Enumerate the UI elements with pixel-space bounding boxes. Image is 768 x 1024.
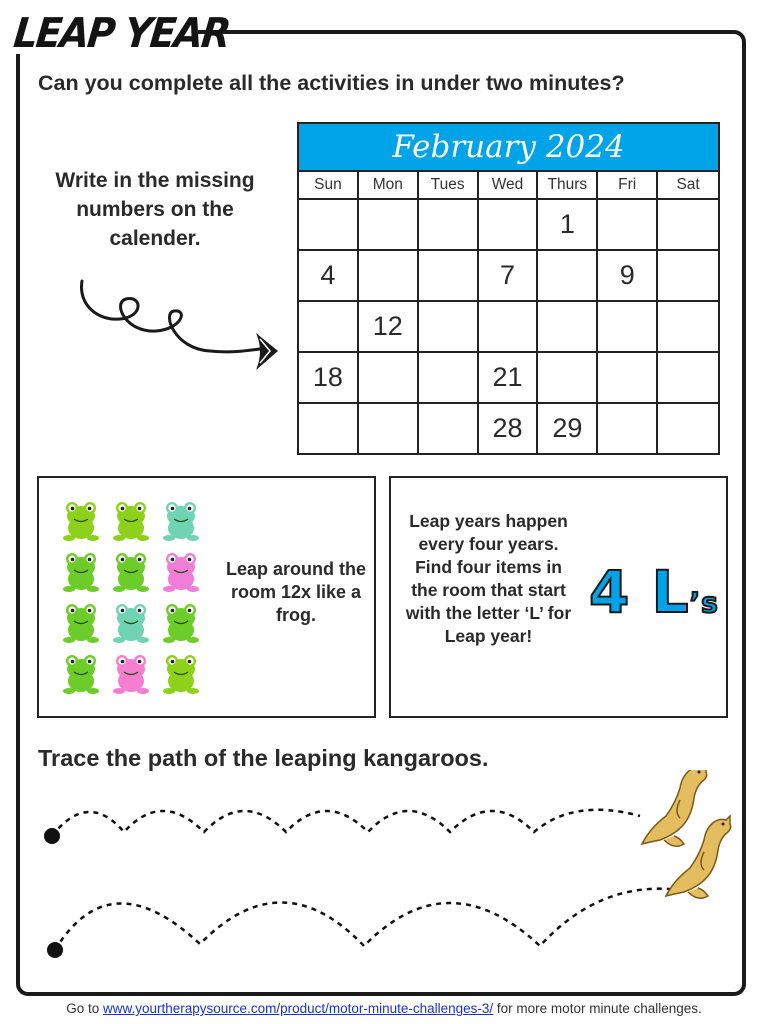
trace-path-1[interactable]	[52, 810, 640, 836]
calendar-day-cell[interactable]	[299, 200, 359, 251]
calendar-day-cell: 7	[479, 251, 539, 302]
frog-icon	[109, 600, 153, 645]
frog-icon	[59, 651, 103, 696]
big-suffix: ’s	[689, 586, 719, 619]
weekday-header: Wed	[479, 172, 539, 200]
calendar-day-cell[interactable]	[598, 200, 658, 251]
curly-arrow-icon	[70, 275, 285, 380]
calendar-day-cell[interactable]	[359, 200, 419, 251]
calendar-day-cell: 9	[598, 251, 658, 302]
frog-activity-text: Leap around the room 12x like a frog.	[225, 559, 366, 625]
frog-activity-box	[37, 476, 376, 718]
weekday-header: Sat	[658, 172, 718, 200]
calendar-day-cell[interactable]	[658, 404, 718, 453]
calendar-day-cell[interactable]	[538, 251, 598, 302]
calendar-day-cell[interactable]	[479, 200, 539, 251]
frog-icon	[159, 549, 203, 594]
frog-icon	[159, 600, 203, 645]
calendar-day-cell: 29	[538, 404, 598, 453]
page-title: LEAP YEAR	[11, 9, 232, 57]
frog-icon	[59, 600, 103, 645]
frog-icon	[159, 498, 203, 543]
footer	[0, 1001, 768, 1016]
calendar-day-cell[interactable]	[538, 353, 598, 404]
frog-icon	[109, 651, 153, 696]
weekday-header: Thurs	[538, 172, 598, 200]
calendar-day-cell: 21	[479, 353, 539, 404]
big-letter: L	[651, 558, 690, 626]
calendar-day-cell[interactable]	[299, 302, 359, 353]
letter-activity-box	[389, 476, 728, 718]
calendar-day-cell[interactable]	[658, 200, 718, 251]
page-subtitle: Can you complete all the activities in under two minutes?	[38, 71, 625, 95]
trace-paths	[0, 770, 768, 970]
calendar-day-cell[interactable]	[538, 302, 598, 353]
calendar-title: February 2024	[299, 124, 718, 172]
calendar-day-cell[interactable]	[658, 353, 718, 404]
frog-icon	[109, 549, 153, 594]
calendar-day-cell[interactable]	[598, 353, 658, 404]
calendar-grid	[299, 172, 718, 453]
calendar-day-cell[interactable]	[359, 251, 419, 302]
letter-activity-text: Leap years happen every four years. Find four items in the room that start with the letter ‘L’ for Leap year!	[405, 511, 572, 646]
calendar-instruction: Write in the missing numbers on the calender.	[55, 169, 255, 250]
weekday-header: Tues	[419, 172, 479, 200]
calendar-day-cell[interactable]	[598, 404, 658, 453]
trace-title: Trace the path of the leaping kangaroos.	[38, 745, 489, 771]
footer-prefix: Go to	[66, 1001, 103, 1016]
calendar-day-cell: 28	[479, 404, 539, 453]
footer-link[interactable]: www.yourtherapysource.com/product/motor-minute-challenges-3/	[103, 1001, 494, 1016]
kangaroo-icon	[642, 770, 707, 846]
four-ls-graphic	[589, 558, 719, 626]
frog-icon	[109, 498, 153, 543]
frog-icon	[159, 651, 203, 696]
big-number: 4	[589, 558, 631, 626]
calendar-day-cell[interactable]	[419, 353, 479, 404]
calendar-day-cell[interactable]	[299, 404, 359, 453]
calendar-day-cell[interactable]	[419, 302, 479, 353]
calendar	[297, 122, 720, 455]
calendar-day-cell[interactable]	[419, 200, 479, 251]
calendar-day-cell[interactable]	[359, 353, 419, 404]
calendar-day-cell[interactable]	[419, 251, 479, 302]
calendar-day-cell[interactable]	[359, 404, 419, 453]
calendar-day-cell[interactable]	[658, 302, 718, 353]
weekday-header: Sun	[299, 172, 359, 200]
calendar-day-cell[interactable]	[419, 404, 479, 453]
footer-suffix: for more motor minute challenges.	[493, 1001, 702, 1016]
trace-path-2[interactable]	[55, 889, 680, 950]
calendar-day-cell: 4	[299, 251, 359, 302]
calendar-day-cell: 12	[359, 302, 419, 353]
calendar-day-cell: 18	[299, 353, 359, 404]
weekday-header: Mon	[359, 172, 419, 200]
calendar-day-cell[interactable]	[479, 302, 539, 353]
frog-icon	[59, 498, 103, 543]
calendar-day-cell[interactable]	[598, 302, 658, 353]
frog-icon	[59, 549, 103, 594]
calendar-day-cell: 1	[538, 200, 598, 251]
calendar-day-cell[interactable]	[658, 251, 718, 302]
weekday-header: Fri	[598, 172, 658, 200]
frog-grid	[59, 498, 219, 696]
